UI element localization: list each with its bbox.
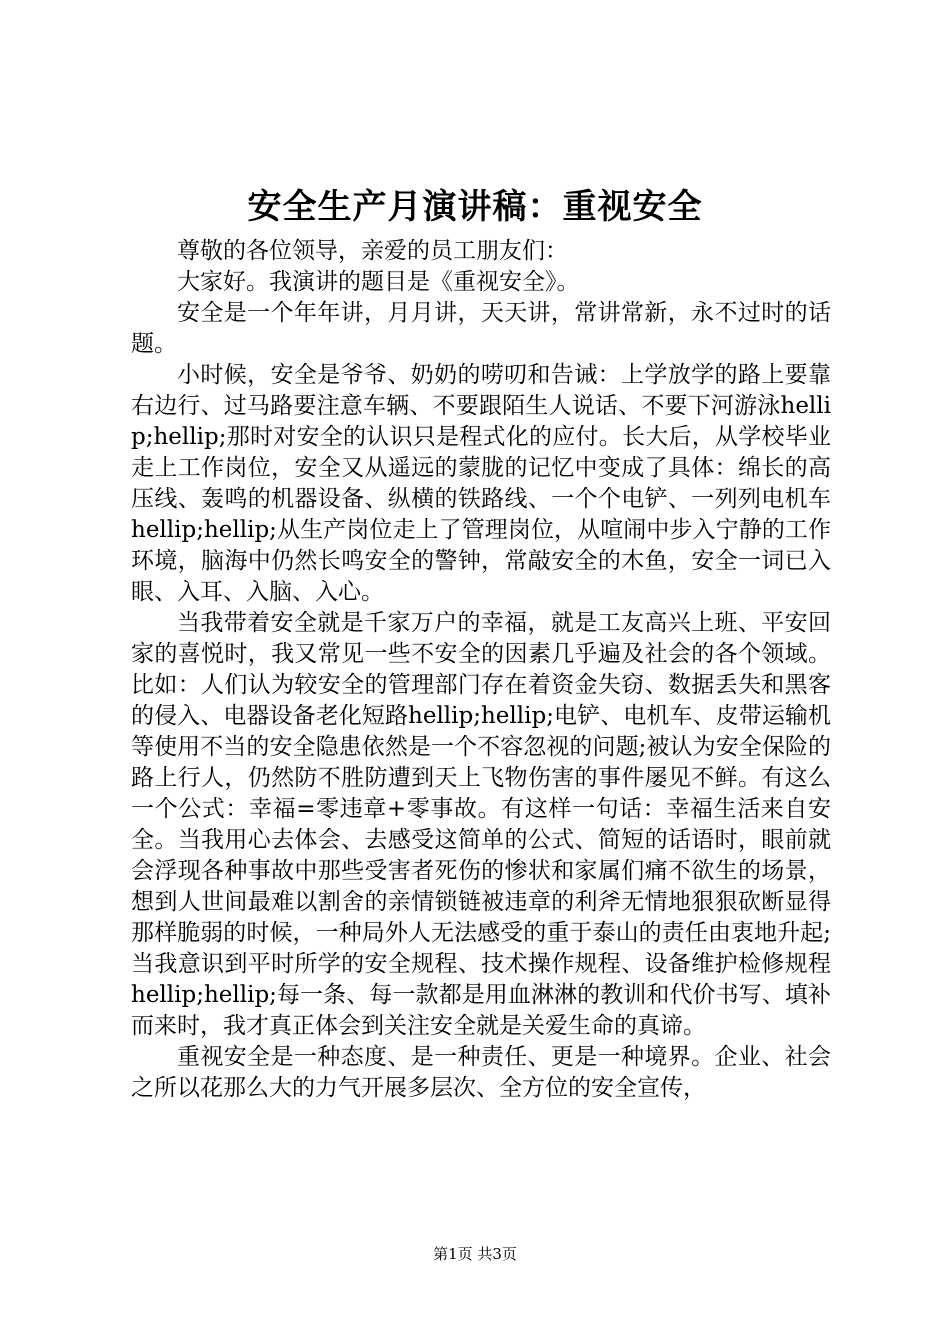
paragraph-childhood: 小时候，安全是爷爷、奶奶的唠叨和告诫：上学放学的路上要靠右边行、过马路要注意车辆、不要跟陌生人说话、不要下河游泳hellip;hellip;那时对安全的认识只是程式化的应付。长大后，从学校毕业走上工作岗位，安全又从遥远的蒙胧的记忆中变成了具体：绵长的高压线、轰鸣的机器设备、纵横的铁路线、一个个电铲、一列列电机车hellip;hellip;从生产岗位走上了管理岗位，从喧闹中步入宁静的工作环境，脑海中仍然长鸣安全的警钟，常敲安全的木鱼，安全一词已入眼、入耳、入脑、入心。 (131, 362, 831, 605)
page-number-footer: 第1页 共3页 (433, 1245, 517, 1263)
paragraph-greeting: 大家好。我演讲的题目是《重视安全》。 (177, 269, 580, 295)
paragraph-attitude: 重视安全是一种态度、是一种责任、更是一种境界。企业、社会之所以花那么大的力气开展多层次、全方位的安全宣传， (131, 1044, 831, 1101)
paragraph-happiness: 当我带着安全就是千家万户的幸福，就是工友高兴上班、平安回家的喜悦时，我又常见一些不安全的因素几乎遍及社会的各个领域。比如：人们认为较安全的管理部门存在着资金失窃、数据丢失和黑客的侵入、电器设备老化短路hellip;hellip;电铲、电机车、皮带运输机等使用不当的安全隐患依然是一个不容忽视的问题;被认为安全保险的路上行人，仍然防不胜防遭到天上飞物伤害的事件屡见不鲜。有这么一个公式：幸福=零违章+零事故。有这样一句话：幸福生活来自安全。当我用心去体会、去感受这简单的公式、简短的话语时，眼前就会浮现各种事故中那些受害者死伤的惨状和家属们痛不欲生的场景，想到人世间最难以割舍的亲情锁链被违章的利斧无情地狠狠砍断显得那样脆弱的时候，一种局外人无法感受的重于泰山的责任由衷地升起;当我意识到平时所学的安全规程、技术操作规程、设备维护检修规程hellip;hellip;每一条、每一款都是用血淋淋的教训和代价书写、填补而来时，我才真正体会到关注安全就是关爱生命的真谛。 (131, 610, 831, 1039)
paragraph-salutation: 尊敬的各位领导，亲爱的员工朋友们： (177, 238, 568, 264)
document-title: 安全生产月演讲稿：重视安全 (247, 187, 703, 227)
document-body (131, 236, 831, 1104)
paragraph-intro: 安全是一个年年讲，月月讲，天天讲，常讲常新，永不过时的话题。 (131, 300, 831, 357)
